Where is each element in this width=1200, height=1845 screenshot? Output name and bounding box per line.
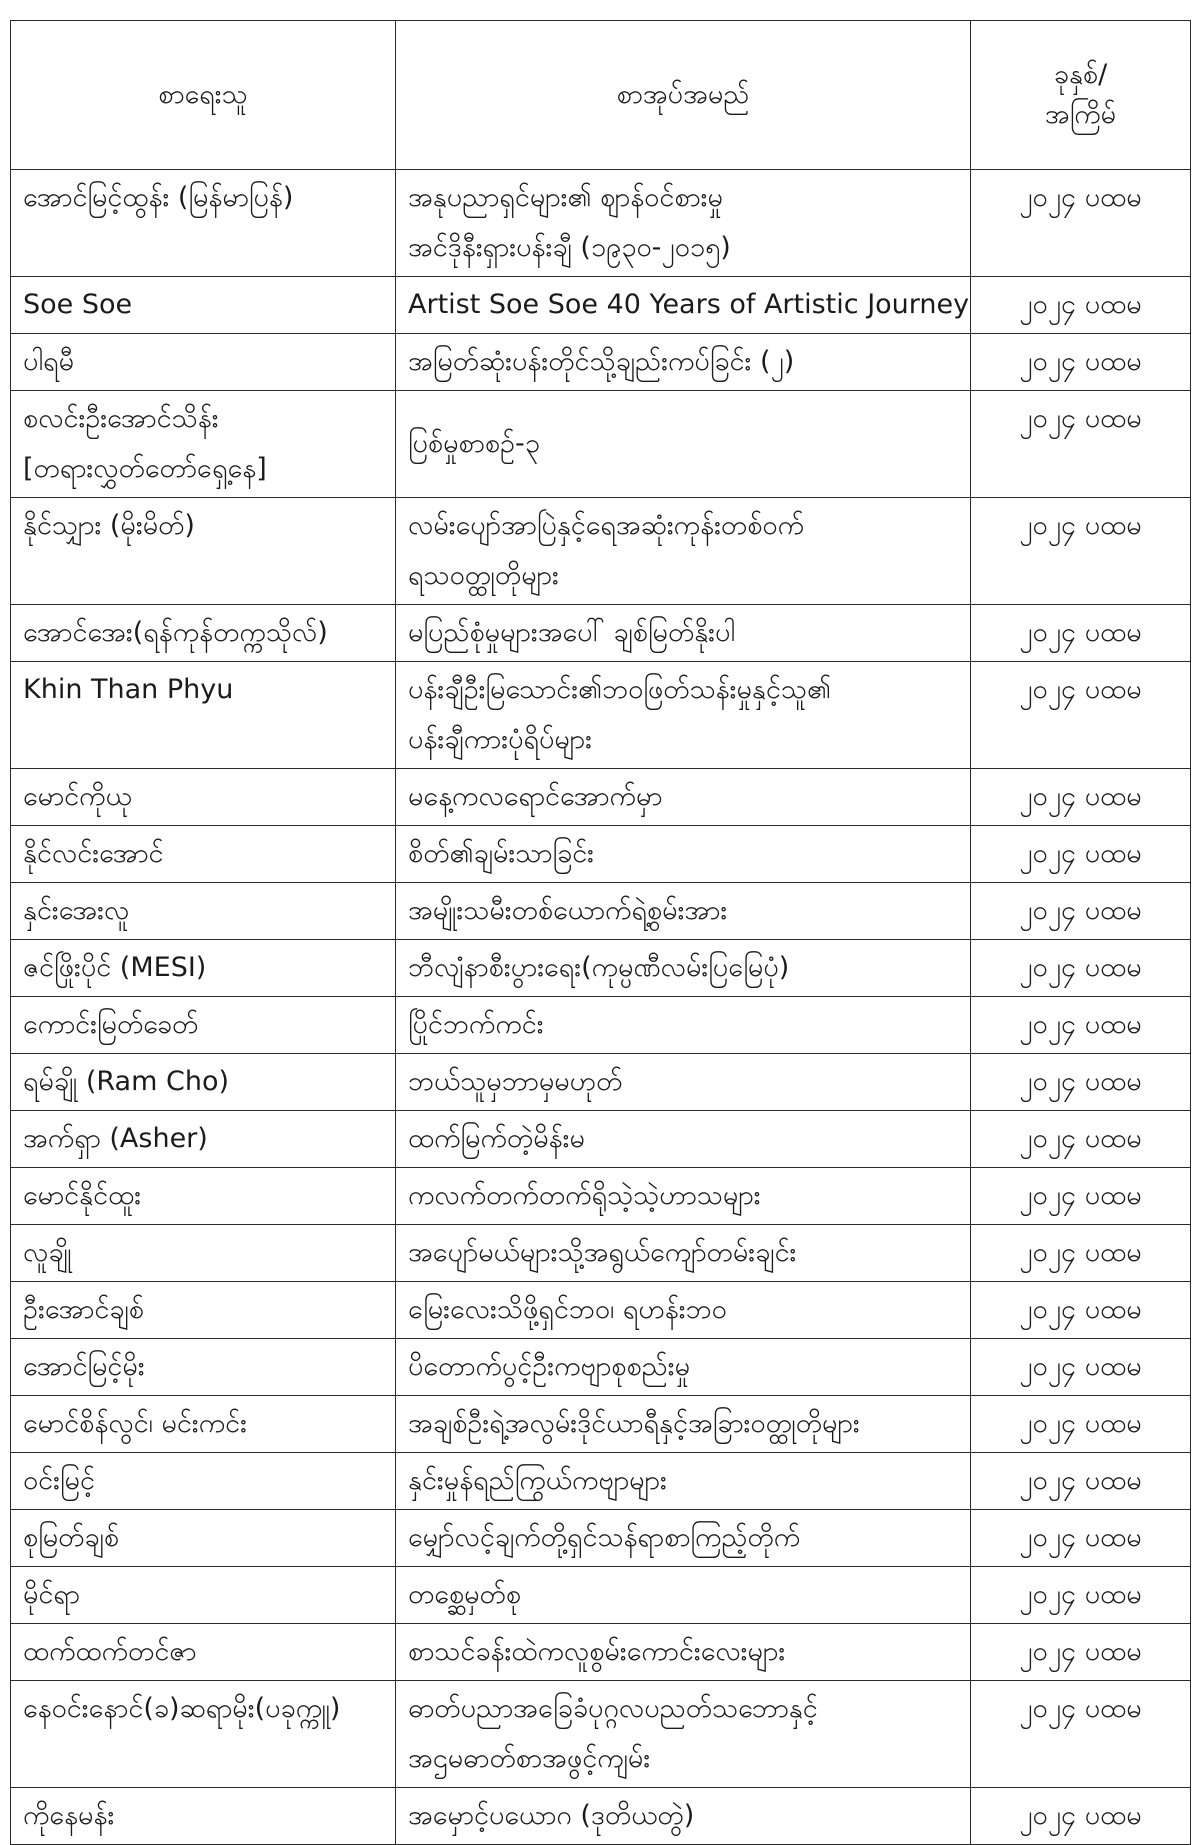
author-cell: [11, 391, 396, 498]
title-cell: [396, 170, 971, 277]
table-row: [11, 1396, 1191, 1453]
author-cell: နိုင်သျှား (မိုးမိတ်): [11, 498, 396, 605]
table-row: [11, 498, 1191, 605]
year-edition-cell: ၂၀၂၄ ပထမ: [971, 334, 1191, 391]
title-cell: [396, 883, 971, 940]
table-row: [11, 1788, 1191, 1845]
title-cell: [396, 1510, 971, 1567]
title-line: ပိတောက်ပွင့်ဦးကဗျာစုစည်းမှု: [408, 1351, 691, 1382]
author-cell: နှင်းအေးလူ: [11, 883, 396, 940]
author-cell: ထက်ထက်တင်ဇာ: [11, 1624, 396, 1681]
author-cell: Soe Soe: [11, 277, 396, 334]
author-line: [တရားလွှတ်တော်ရှေ့နေ]: [23, 453, 267, 484]
header-row: [11, 21, 1191, 170]
table-row: [11, 662, 1191, 769]
document-page: [10, 20, 1190, 1845]
author-cell: အောင်မြင့်မိုး: [11, 1339, 396, 1396]
title-cell: [396, 662, 971, 769]
author-cell: မိုင်ရာ: [11, 1567, 396, 1624]
title-line: ဓာတ်ပညာအခြေခံပုဂ္ဂလပညတ်သဘောနှင့်: [408, 1693, 818, 1724]
year-edition-cell: ၂၀၂၄ ပထမ: [971, 940, 1191, 997]
year-edition-cell: ၂၀၂၄ ပထမ: [971, 1168, 1191, 1225]
title-line: Artist Soe Soe 40 Years of Artistic Journey: [408, 289, 970, 320]
author-cell: ဇင်ဖြိုးပိုင် (MESI): [11, 940, 396, 997]
year-edition-cell: ၂၀၂၄ ပထမ: [971, 1054, 1191, 1111]
title-line: အင်ဒိုနီးရှားပန်းချီ (၁၉၃၀-၂၀၁၅): [408, 232, 731, 263]
table-row: [11, 1225, 1191, 1282]
author-cell: မောင်နိုင်ထူး: [11, 1168, 396, 1225]
year-edition-cell: ၂၀၂၄ ပထမ: [971, 769, 1191, 826]
title-line: ဘီလျံနာစီးပွားရေး(ကုမ္ပဏီလမ်းပြမြေပုံ): [408, 952, 790, 983]
table-row: [11, 391, 1191, 498]
table-row: [11, 1339, 1191, 1396]
title-line: အမျိုးသမီးတစ်ယောက်ရဲ့စွမ်းအား: [408, 895, 728, 926]
year-edition-cell: ၂၀၂၄ ပထမ: [971, 170, 1191, 277]
title-cell: [396, 277, 971, 334]
table-row: [11, 940, 1191, 997]
title-line: အမှောင့်ပယောဂ (ဒုတိယတွဲ): [408, 1800, 695, 1831]
table-body: [11, 170, 1191, 1845]
title-line: အနုပညာရှင်များ၏ ဈာန်ဝင်စားမှု: [408, 182, 723, 213]
year-edition-cell: ၂၀၂၄ ပထမ: [971, 1510, 1191, 1567]
table-row: [11, 277, 1191, 334]
title-cell: [396, 1567, 971, 1624]
table-row: [11, 826, 1191, 883]
title-line: ပန်းချီကားပုံရိပ်များ: [408, 724, 593, 755]
title-cell: [396, 940, 971, 997]
title-cell: [396, 334, 971, 391]
year-edition-cell: ၂၀၂၄ ပထမ: [971, 1225, 1191, 1282]
year-edition-cell: ၂၀၂၄ ပထမ: [971, 1339, 1191, 1396]
header-title: စာအုပ်အမည်: [396, 21, 971, 170]
title-cell: [396, 1396, 971, 1453]
title-line: ပန်းချီဦးမြသောင်း၏ဘဝဖြတ်သန်းမှုနှင့်သူ၏: [408, 674, 832, 705]
title-cell: [396, 1111, 971, 1168]
title-cell: [396, 1054, 971, 1111]
title-line: အမြတ်ဆုံးပန်းတိုင်သို့ချည်းကပ်ခြင်း (၂): [408, 346, 795, 377]
title-cell: [396, 997, 971, 1054]
author-line: စလင်းဦးအောင်သိန်း: [23, 403, 219, 434]
year-edition-cell: ၂၀၂၄ ပထမ: [971, 1681, 1191, 1788]
title-cell: [396, 498, 971, 605]
title-line: အပျော်မယ်များသို့အရွယ်ကျော်တမ်းချင်း: [408, 1237, 797, 1268]
title-line: မပြည်စုံမှုများအပေါ် ချစ်မြတ်နိုးပါ: [408, 617, 736, 648]
table-row: [11, 883, 1191, 940]
author-cell: ဦးအောင်ချစ်: [11, 1282, 396, 1339]
title-cell: [396, 1282, 971, 1339]
title-line: အချစ်ဦးရဲ့အလွမ်းဒိုင်ယာရီနှင့်အခြားဝတ္ထုတိုများ: [408, 1408, 860, 1439]
title-line: ပြိုင်ဘက်ကင်း: [408, 1009, 544, 1040]
year-edition-cell: ၂၀၂၄ ပထမ: [971, 1624, 1191, 1681]
header-year: [971, 21, 1191, 170]
title-line: ပြစ်မှုစာစဉ်-၃: [408, 428, 540, 459]
year-edition-cell: ၂၀၂၄ ပထမ: [971, 498, 1191, 605]
table-row: [11, 1624, 1191, 1681]
author-cell: လူချို: [11, 1225, 396, 1282]
header-author: စာရေးသူ: [11, 21, 396, 170]
title-cell: [396, 1339, 971, 1396]
title-line: စာသင်ခန်းထဲကလူစွမ်းကောင်းလေးများ: [408, 1636, 786, 1667]
title-line: ရသဝတ္ထုတိုများ: [408, 560, 559, 591]
table-row: [11, 1567, 1191, 1624]
table-row: [11, 170, 1191, 277]
title-line: လမ်းပျော်အာပြဲနှင့်ရေအဆုံးကုန်းတစ်ဝက်: [408, 510, 804, 541]
table-row: [11, 769, 1191, 826]
author-cell: ရမ်ချို (Ram Cho): [11, 1054, 396, 1111]
year-edition-cell: ၂၀၂၄ ပထမ: [971, 826, 1191, 883]
title-line: ကလက်တက်တက်ရိုသဲ့သဲ့ဟာသများ: [408, 1180, 761, 1211]
table-row: [11, 1111, 1191, 1168]
title-cell: [396, 391, 971, 498]
author-cell: ကောင်းမြတ်ခေတ်: [11, 997, 396, 1054]
title-cell: [396, 605, 971, 662]
year-edition-cell: ၂၀၂၄ ပထမ: [971, 391, 1191, 498]
table-row: [11, 1681, 1191, 1788]
year-edition-cell: ၂၀၂၄ ပထမ: [971, 277, 1191, 334]
table-row: [11, 997, 1191, 1054]
author-cell: အက်ရှာ (Asher): [11, 1111, 396, 1168]
header-year-line1: ခုနှစ်/: [1053, 59, 1108, 90]
title-line: မျှော်လင့်ချက်တို့ရှင်သန်ရာစာကြည့်တိုက်: [408, 1522, 801, 1553]
author-cell: ကိုနေမန်း: [11, 1788, 396, 1845]
title-cell: [396, 1225, 971, 1282]
title-line: ထက်မြက်တဲ့မိန်းမ: [408, 1123, 585, 1154]
year-edition-cell: ၂၀၂၄ ပထမ: [971, 1788, 1191, 1845]
author-cell: Khin Than Phyu: [11, 662, 396, 769]
header-year-line2: အကြိမ်: [1044, 99, 1117, 130]
title-line: တစ္ဆေမှတ်စု: [408, 1579, 522, 1610]
table-row: [11, 334, 1191, 391]
author-cell: နေဝင်းနောင်(ခ)ဆရာမိုး(ပခုက္ကူ): [11, 1681, 396, 1788]
title-line: မနေ့ကလရောင်အောက်မှာ: [408, 781, 663, 812]
table-row: [11, 605, 1191, 662]
title-cell: [396, 1168, 971, 1225]
author-cell: ဝင်းမြင့်: [11, 1453, 396, 1510]
author-cell: အောင်မြင့်ထွန်း (မြန်မာပြန်): [11, 170, 396, 277]
author-cell: မောင်ကိုယု: [11, 769, 396, 826]
author-cell: မောင်စိန်လွင်၊ မင်းကင်း: [11, 1396, 396, 1453]
year-edition-cell: ၂၀၂၄ ပထမ: [971, 1567, 1191, 1624]
title-line: နှင်းမှုန်ရည်ကြွယ်ကဗျာများ: [408, 1465, 667, 1496]
title-cell: [396, 1624, 971, 1681]
author-cell: ပါရမီ: [11, 334, 396, 391]
title-line: အဌမဓာတ်စာအဖွင့်ကျမ်း: [408, 1743, 651, 1774]
table-row: [11, 1054, 1191, 1111]
table-row: [11, 1168, 1191, 1225]
title-line: မြေးလေးသိဖို့ရှင်ဘဝ၊ ရဟန်းဘဝ: [408, 1294, 727, 1325]
year-edition-cell: ၂၀၂၄ ပထမ: [971, 883, 1191, 940]
author-cell: နိုင်လင်းအောင်: [11, 826, 396, 883]
title-line: ဘယ်သူမှဘာမှမဟုတ်: [408, 1066, 623, 1097]
year-edition-cell: ၂၀၂၄ ပထမ: [971, 1396, 1191, 1453]
year-edition-cell: ၂၀၂၄ ပထမ: [971, 997, 1191, 1054]
author-cell: စုမြတ်ချစ်: [11, 1510, 396, 1567]
year-edition-cell: ၂၀၂၄ ပထမ: [971, 605, 1191, 662]
title-cell: [396, 1681, 971, 1788]
title-cell: [396, 769, 971, 826]
table-row: [11, 1510, 1191, 1567]
table-row: [11, 1282, 1191, 1339]
book-list-table: [10, 20, 1191, 1845]
title-line: စိတ်၏ချမ်းသာခြင်း: [408, 838, 595, 869]
title-cell: [396, 1453, 971, 1510]
year-edition-cell: ၂၀၂၄ ပထမ: [971, 1282, 1191, 1339]
year-edition-cell: ၂၀၂၄ ပထမ: [971, 1453, 1191, 1510]
year-edition-cell: ၂၀၂၄ ပထမ: [971, 1111, 1191, 1168]
year-edition-cell: ၂၀၂၄ ပထမ: [971, 662, 1191, 769]
author-cell: အောင်အေး(ရန်ကုန်တက္ကသိုလ်): [11, 605, 396, 662]
table-row: [11, 1453, 1191, 1510]
title-cell: [396, 826, 971, 883]
title-cell: [396, 1788, 971, 1845]
